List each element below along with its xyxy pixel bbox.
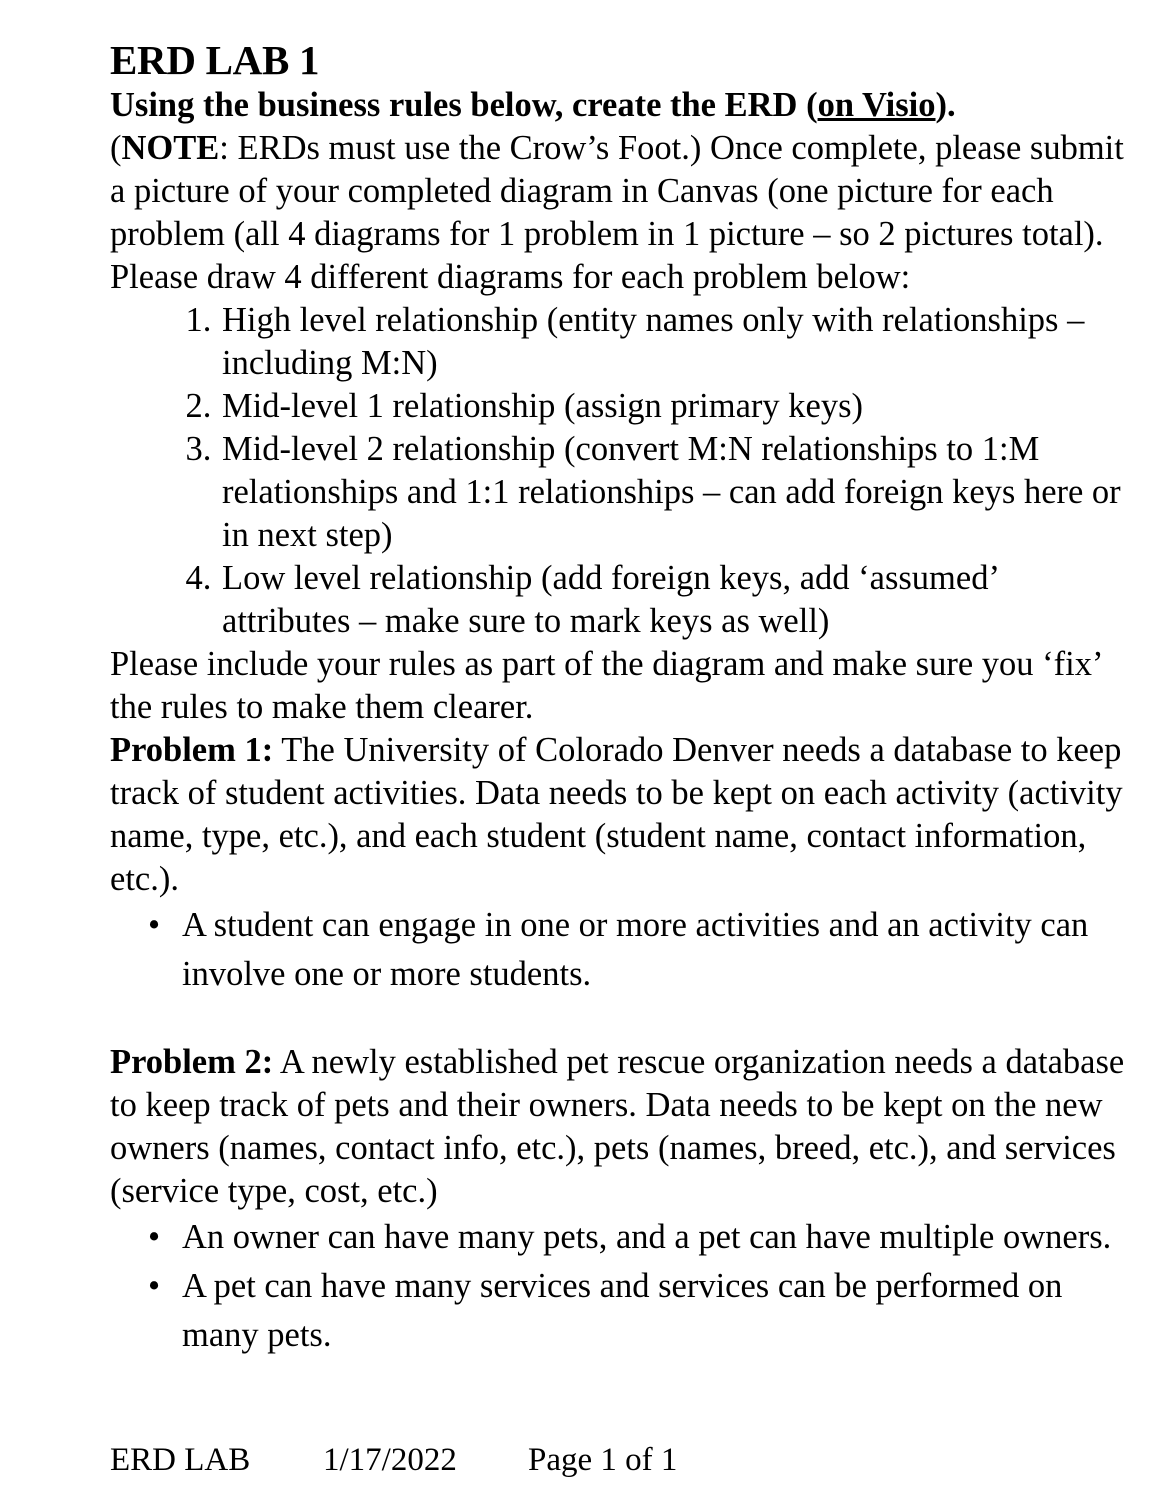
intro-note: (NOTE: ERDs must use the Crow’s Foot.) Once complete, please submit a picture of your completed diagram in Canvas (one picture for each problem (all 4 diagrams for 1 problem in 1 picture – so 2 pictures total). [110,129,1124,253]
diagram-level-item: 4. Low level relationship (add foreign keys, add ‘assumed’ attributes – make sure to mark keys as well) [220,557,1130,643]
footer-page-number: Page 1 of 1 [528,1442,678,1478]
section-spacer [110,999,1130,1041]
business-rule: • A pet can have many services and services can be performed on many pets. [182,1262,1130,1360]
intro-instruction: Using the business rules below, create the ERD (on Visio). [110,86,956,124]
bullet-icon: • [148,1267,161,1305]
problem-1-description: Problem 1: The University of Colorado Denver needs a database to keep track of student activities. Data needs to be kept on each activity (activity name, type, etc.), and each student (student name, contact information, etc.). [110,731,1123,898]
document-body [110,84,1130,1360]
problem-2-description: Problem 2: A newly established pet rescue organization needs a database to keep track of pets and their owners. Data needs to be kept on the new owners (names, contact info, etc.), pets (names, breed, etc.), and services (service type, cost, etc.) [110,1043,1125,1210]
problem-2-label: Problem 2: [110,1043,274,1081]
diagram-level-item: 2. Mid-level 1 relationship (assign primary keys) [220,385,1130,428]
rules-note: Please include your rules as part of the diagram and make sure you ‘fix’ the rules to make them clearer. [110,645,1101,726]
problem-2-rules [110,1213,1130,1360]
diagram-level-item: 1. High level relationship (entity names only with relationships – including M:N) [220,299,1130,385]
diagram-level-list [110,299,1130,643]
bullet-icon: • [148,1218,161,1256]
document-title: ERD LAB 1 [110,37,320,83]
note-label: NOTE [121,129,220,167]
business-rule: • A student can engage in one or more activities and an activity can involve one or more students. [182,901,1130,999]
footer-date: 1/17/2022 [323,1442,457,1478]
visio-link-text: on Visio [817,86,936,124]
business-rule: • An owner can have many pets, and a pet can have multiple owners. [182,1213,1130,1262]
problem-1-rules [110,901,1130,999]
draw-instruction: Please draw 4 different diagrams for each problem below: [110,258,911,296]
problem-1-label: Problem 1: [110,731,274,769]
footer-doc-name: ERD LAB [110,1442,251,1478]
bullet-icon: • [148,906,161,944]
diagram-level-item: 3. Mid-level 2 relationship (convert M:N relationships to 1:M relationships and 1:1 relationships – can add foreign keys here or in next step) [220,428,1130,557]
